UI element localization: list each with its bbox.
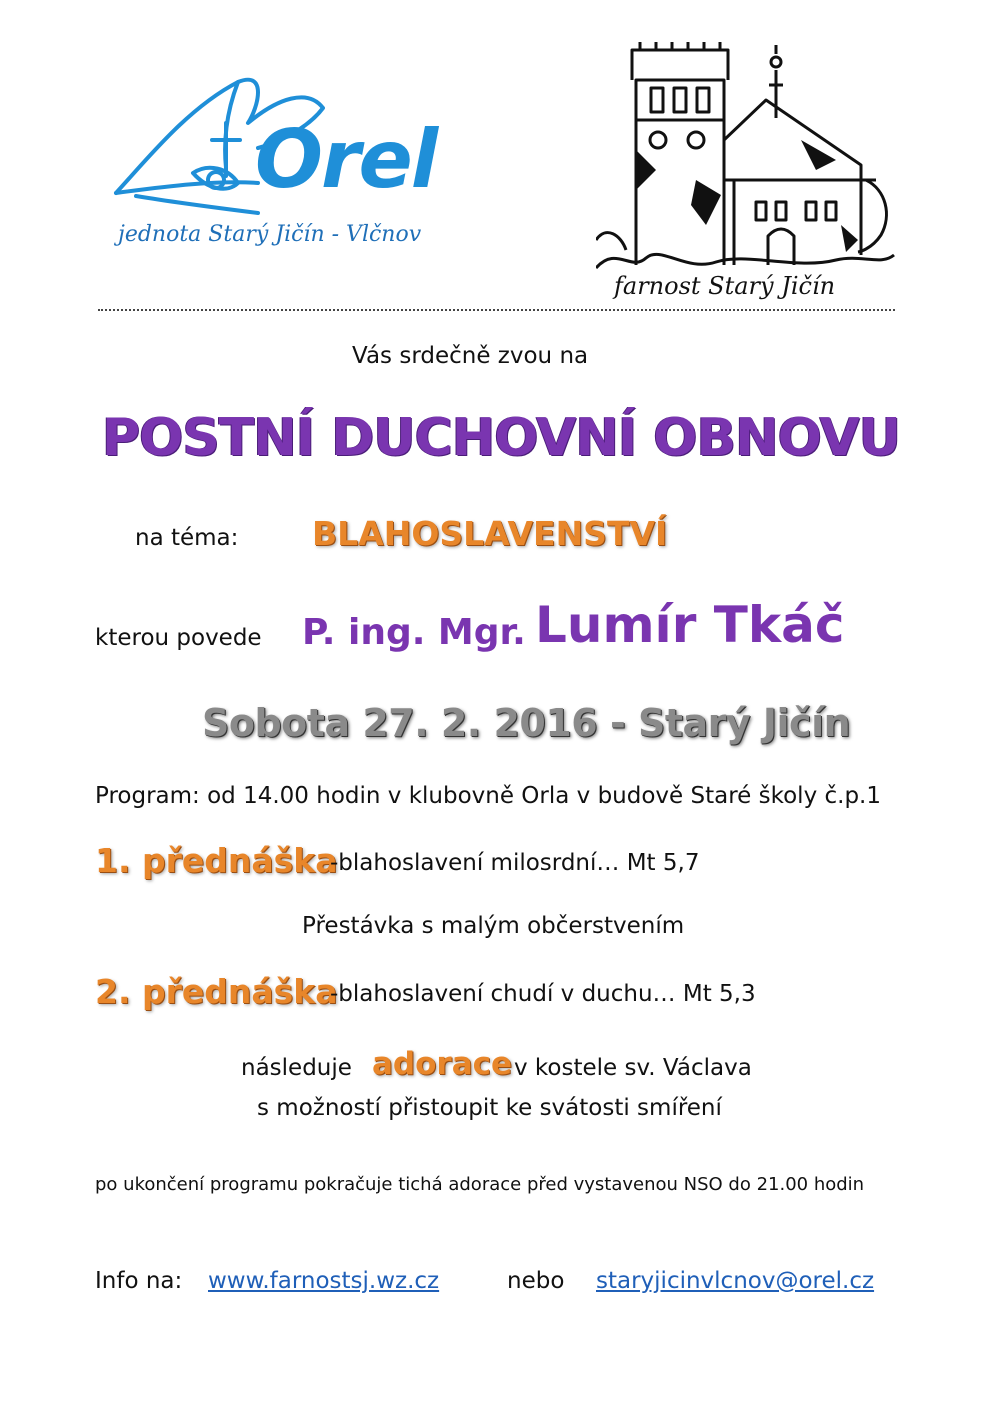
- closing-line: po ukončení programu pokračuje tichá adorace před vystavenou NSO do 21.00 hodin: [95, 1174, 865, 1195]
- or-word: nebo: [507, 1268, 565, 1294]
- confession-line: s možností přistoupit ke svátosti smíření: [257, 1095, 722, 1121]
- info-label: Info na:: [95, 1268, 183, 1294]
- lecture-2-text: -blahoslavení chudí v duchu… Mt 5,3: [330, 981, 756, 1007]
- adoration-prefix: následuje: [241, 1055, 352, 1081]
- program-line: Program: od 14.00 hodin v klubovně Orla v budově Staré školy č.p.1: [95, 783, 881, 809]
- topic-label: na téma:: [135, 525, 239, 551]
- orel-subtitle: jednota Starý Jičín - Vlčnov: [118, 222, 422, 247]
- lecture-1-text: -blahoslavení milosrdní… Mt 5,7: [330, 850, 700, 876]
- break-line: Přestávka s malým občerstvením: [302, 913, 685, 939]
- email-link[interactable]: staryjicinvlcnov@orel.cz: [596, 1268, 875, 1294]
- event-title: POSTNÍ DUCHOVNÍ OBNOVU: [102, 408, 900, 468]
- lecture-1-number: 1. přednáška: [95, 841, 338, 880]
- speaker-name: Lumír Tkáč: [535, 596, 845, 654]
- speaker-label: kterou povede: [95, 625, 262, 651]
- adoration-word: adorace: [372, 1046, 513, 1082]
- adoration-suffix: v kostele sv. Václava: [514, 1055, 752, 1081]
- parish-caption: farnost Starý Jičín: [614, 272, 836, 300]
- church-illustration: [596, 40, 896, 275]
- event-date-place: Sobota 27. 2. 2016 - Starý Jičín: [202, 701, 851, 745]
- topic-value: BLAHOSLAVENSTVÍ: [312, 514, 668, 553]
- speaker-titles: P. ing. Mgr.: [302, 612, 526, 653]
- invite-line: Vás srdečně zvou na: [352, 343, 589, 369]
- orel-wordmark: Orel: [255, 113, 437, 206]
- lecture-2-number: 2. přednáška: [95, 972, 338, 1011]
- dotted-divider: [98, 309, 895, 311]
- website-link[interactable]: www.farnostsj.wz.cz: [208, 1268, 440, 1294]
